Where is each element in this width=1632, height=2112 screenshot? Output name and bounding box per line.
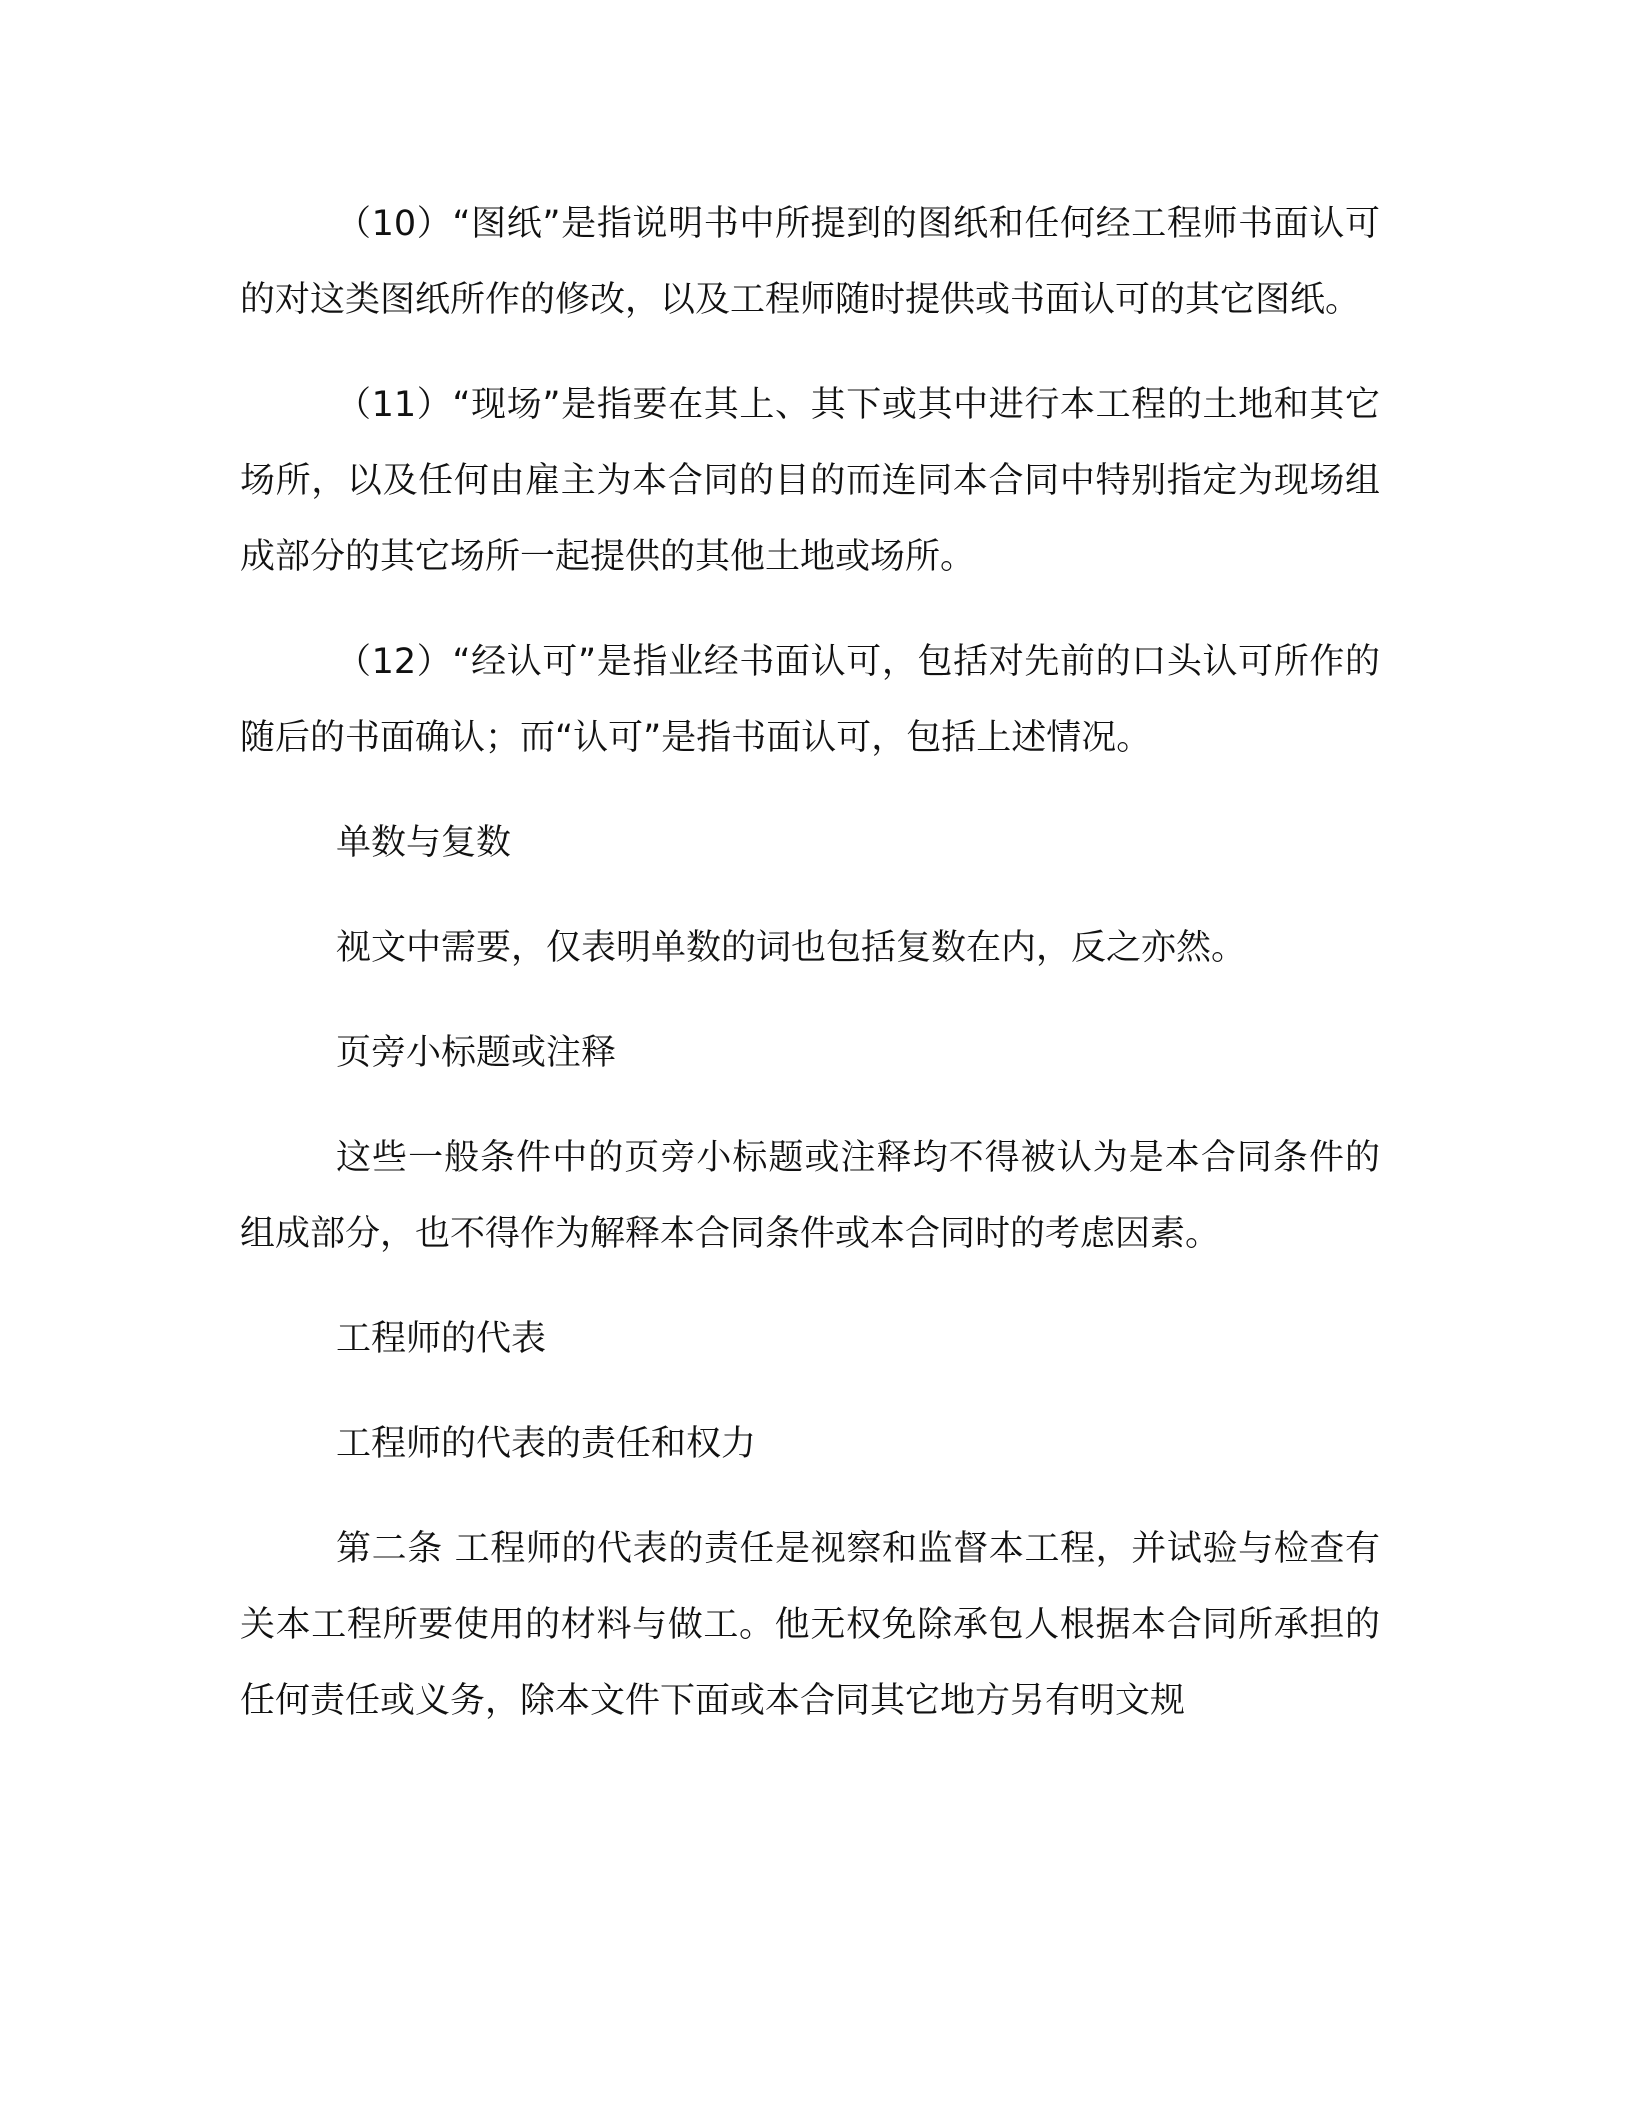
paragraph-drawings-definition: （10）“图纸”是指说明书中所提到的图纸和任何经工程师书面认可的对这类图纸所作的修改，以及工程师随时提供或书面认可的其它图纸。 xyxy=(240,204,1380,320)
heading-representative-duties: 工程师的代表的责任和权力 xyxy=(336,1424,757,1464)
paragraph-approved-definition: （12）“经认可”是指业经书面认可，包括对先前的口头认可所作的随后的书面确认；而“认可”是指书面认可，包括上述情况。 xyxy=(240,642,1380,758)
paragraph-singular-plural: 视文中需要，仅表明单数的词也包括复数在内，反之亦然。 xyxy=(336,928,1247,968)
document-body xyxy=(240,186,1380,1739)
heading-singular-plural: 单数与复数 xyxy=(336,823,512,863)
heading-marginal-notes: 页旁小标题或注释 xyxy=(336,1033,617,1073)
paragraph-marginal-notes: 这些一般条件中的页旁小标题或注释均不得被认为是本合同条件的组成部分，也不得作为解释本合同条件或本合同时的考虑因素。 xyxy=(240,1138,1380,1254)
paragraph-site-definition: （11）“现场”是指要在其上、其下或其中进行本工程的土地和其它场所，以及任何由雇主为本合同的目的而连同本合同中特别指定为现场组成部分的其它场所一起提供的其他土地或场所。 xyxy=(240,385,1380,577)
paragraph-article-two: 第二条 工程师的代表的责任是视察和监督本工程，并试验与检查有关本工程所要使用的材料与做工。他无权免除承包人根据本合同所承担的任何责任或义务，除本文件下面或本合同其它地方另有明文规 xyxy=(240,1529,1380,1721)
heading-engineer-representative: 工程师的代表 xyxy=(336,1319,547,1359)
